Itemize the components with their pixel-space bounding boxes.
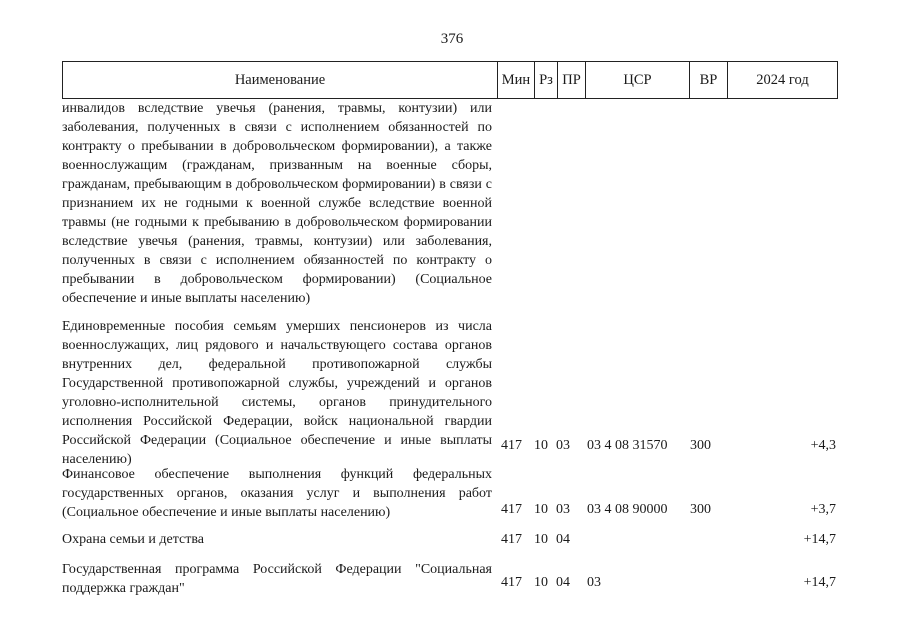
row-vr: 300 [690, 502, 711, 517]
row-vr: 300 [690, 438, 711, 453]
row-amount: +14,7 [803, 532, 836, 547]
header-vr: ВР [689, 62, 727, 98]
page-number: 376 [440, 31, 464, 47]
header-year: 2024 год [727, 62, 837, 98]
table-row-text: Охрана семьи и детства [62, 532, 204, 547]
header-min: Мин [497, 62, 534, 98]
table-row-text: инвалидов вследствие увечья (ранения, травмы, контузии) или заболевания, полученных в связи с исполнением обязанностей по контракту о пребывании в добровольческом формировании), а также военнослужащим (гражданам, призванным на военные сборы, гражданам, пребывающим в добровольческом формировании) в связи с признанием их не годными к военной службе вследствие военной травмы (не годными к пребыванию в добровольческом формировании вследствие увечья (ранения, травмы, контузии) или заболевания, полученных в связи с исполнением обязанностей по контракту о пребывании в добровольческом формировании) (Социальное обеспечение и иные выплаты населению) [62, 101, 492, 306]
row-amount: +14,7 [803, 575, 836, 590]
table-row-text: Государственная программа Российской Федерации "Социальная поддержка граждан" [62, 562, 492, 596]
table-row-text: Единовременные пособия семьям умерших пенсионеров из числа военнослужащих, лиц рядового и начальствующего состава органов внутренних дел, федеральной противопожарной службы Государственной противопожарной службы, учреждений и органов уголовно-исполнительной системы, органов принудительного исполнения Российской Федерации, войск национальной гвардии Российской Федерации (Социальное обеспечение и иные выплаты населению) [62, 319, 492, 467]
row-min: 417 [501, 502, 522, 517]
row-min: 417 [501, 438, 522, 453]
row-amount: +3,7 [810, 502, 836, 517]
header-name: Наименование [234, 72, 326, 88]
table-header [62, 61, 838, 99]
header-pr: ПР [557, 62, 585, 98]
row-csr: 03 4 08 31570 [587, 438, 668, 453]
row-pr: 04 [556, 575, 570, 590]
table-row-text: Финансовое обеспечение выполнения функций федеральных государственных органов, оказания услуг и выполнения работ (Социальное обеспечение и иные выплаты населению) [62, 467, 492, 520]
row-rz: 10 [534, 532, 548, 547]
row-rz: 10 [534, 438, 548, 453]
row-min: 417 [501, 575, 522, 590]
row-csr: 03 [587, 575, 601, 590]
row-pr: 04 [556, 532, 570, 547]
row-rz: 10 [534, 575, 548, 590]
header-rz: Рз [534, 62, 557, 98]
row-pr: 03 [556, 502, 570, 517]
header-csr: ЦСР [585, 62, 689, 98]
row-amount: +4,3 [810, 438, 836, 453]
row-min: 417 [501, 532, 522, 547]
row-csr: 03 4 08 90000 [587, 502, 668, 517]
row-pr: 03 [556, 438, 570, 453]
row-rz: 10 [534, 502, 548, 517]
